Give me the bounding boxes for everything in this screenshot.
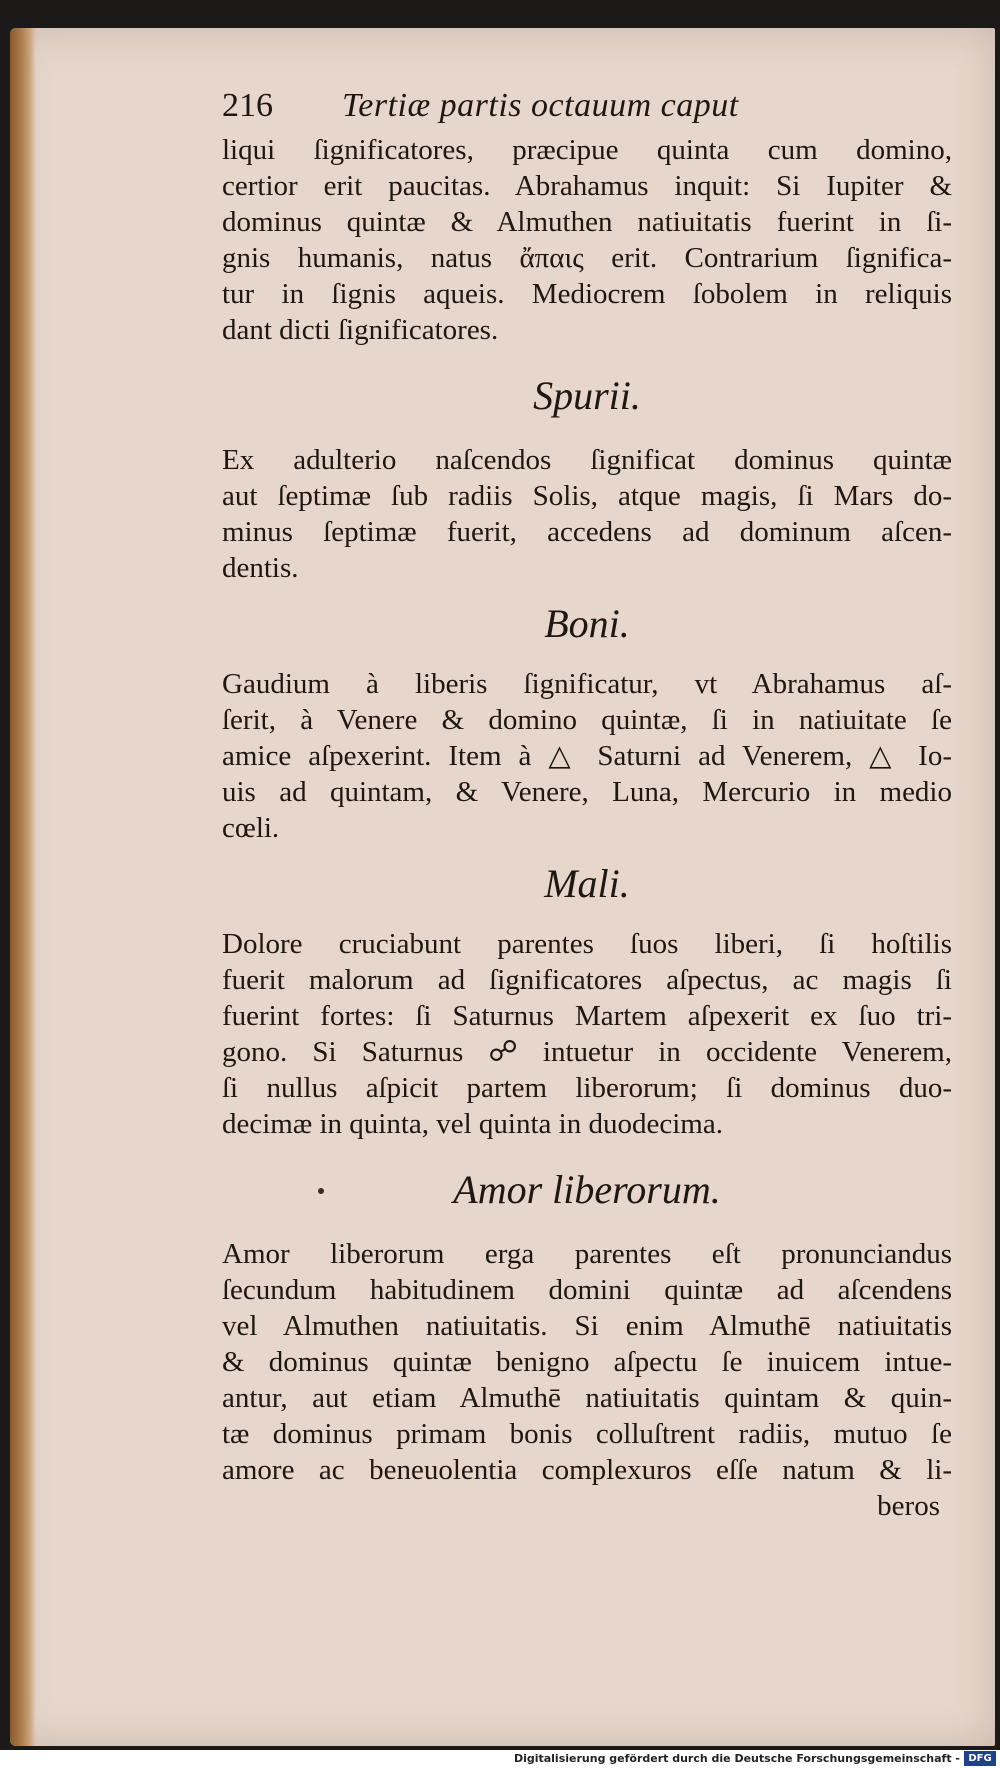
text-line: dant dicti ſignificatores. [222,314,499,346]
paragraph-amor-liberorum [222,1236,952,1488]
text-line: decimæ in quinta, vel quinta in duodecima. [222,1108,723,1140]
text-line: cœli. [222,812,280,844]
text-block [222,88,952,1524]
catchword: beros [877,1490,940,1522]
heading-boni: Boni. [544,601,630,646]
paragraph-intro [222,132,952,348]
text-line: dominus quintæ & Almuthen natiuitatis fuerint in ſi- [222,206,952,238]
text-line: certior erit paucitas. Abrahamus inquit: Si Iupiter & [222,170,952,202]
text-line: aut ſeptimæ ſub radiis Solis, atque magis, ſi Mars do- [222,480,952,512]
text-line: fuerint fortes: ſi Saturnus Martem aſpexerit ex ſuo tri- [222,1000,952,1032]
text-line: vel Almuthen natiuitatis. Si enim Almuthē natiuitatis [222,1310,952,1342]
paragraph-spurii [222,442,952,586]
text-line: ſerit, à Venere & domino quintæ, ſi in natiuitate ſe [222,704,952,736]
heading-amor-liberorum: Amor liberorum. [453,1167,721,1212]
page-number: 216 [222,87,273,124]
paragraph-boni [222,666,952,846]
paragraph-mali [222,926,952,1142]
running-title: Tertiæ partis octauum caput [342,87,739,124]
text-line: Gaudium à liberis ſignificatur, vt Abrahamus aſ- [222,668,952,700]
text-line: dentis. [222,552,299,584]
text-line: ſi nullus aſpicit partem liberorum; ſi dominus duo- [222,1072,952,1104]
text-line: tur in ſignis aqueis. Mediocrem ſobolem in reliquis [222,278,952,310]
heading-spurii: Spurii. [533,373,641,418]
text-line: ſecundum habitudinem domini quintæ ad aſcendens [222,1274,952,1306]
text-line: gono. Si Saturnus ☍ intuetur in occidente Venerem, [222,1036,952,1068]
text-line: liqui ſignificatores, præcipue quinta cum domino, [222,134,952,166]
running-head [222,88,952,132]
dfg-logo[interactable]: DFG [964,1751,996,1766]
text-line: gnis humanis, natus ἄπαις erit. Contrarium ſignifica- [222,242,952,274]
text-line: tæ dominus primam bonis colluſtrent radiis, mutuo ſe [222,1418,952,1450]
text-line: minus ſeptimæ fuerit, accedens ad dominum aſcen- [222,516,952,548]
text-line: fuerit malorum ad ſignificatores aſpectus, ac magis ſi [222,964,952,996]
text-line: uis ad quintam, & Venere, Luna, Mercurio in medio [222,776,952,808]
text-line: Ex adulterio naſcendos ſignificat dominus quintæ [222,444,952,476]
digitization-credit: Digitalisierung gefördert durch die Deutsche Forschungsgemeinschaft - [513,1752,960,1765]
text-line: & dominus quintæ benigno aſpectu ſe inuicem intue- [222,1346,952,1378]
text-line: amice aſpexerint. Item à △ Saturni ad Venerem, △ Io- [222,740,952,772]
text-line: amore ac beneuolentia complexuros eſſe natum & li- [222,1454,952,1486]
text-line: antur, aut etiam Almuthē natiuitatis quintam & quin- [222,1382,952,1414]
text-line: Dolore cruciabunt parentes ſuos liberi, ſi hoſtilis [222,928,952,960]
book-spine [10,28,36,1746]
heading-mali: Mali. [544,861,630,906]
text-line: Amor liberorum erga parentes eſt pronunciandus [222,1238,952,1270]
